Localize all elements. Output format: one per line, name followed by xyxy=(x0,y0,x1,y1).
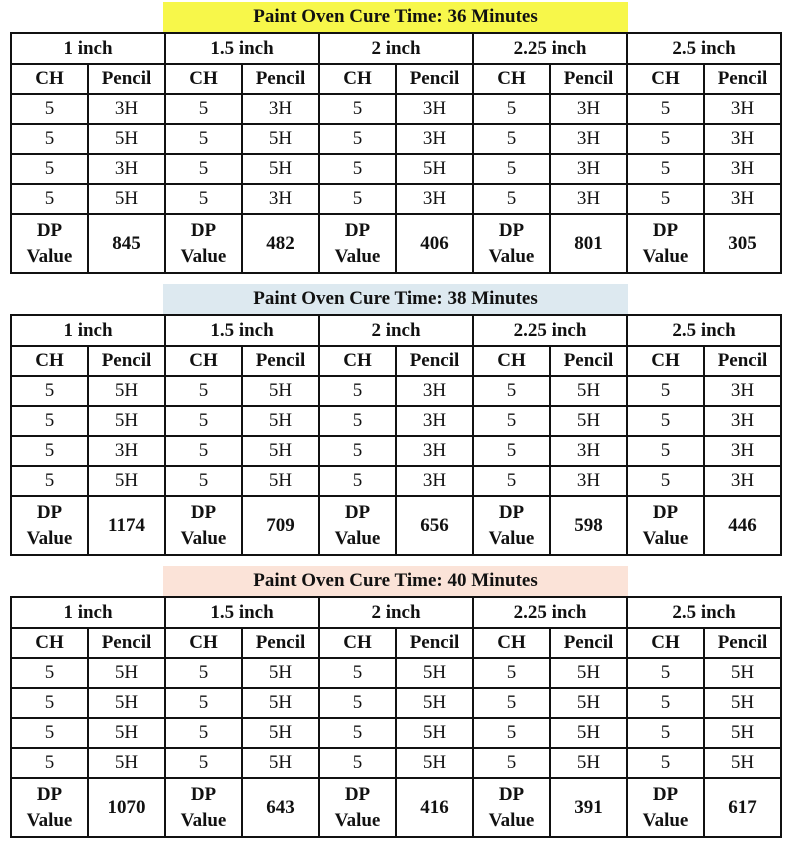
pencil-value: 5H xyxy=(242,154,319,184)
size-header-row xyxy=(11,315,781,346)
dp-label-line2: Value xyxy=(642,527,689,549)
pencil-value: 5H xyxy=(242,748,319,778)
dp-value: 446 xyxy=(704,496,781,555)
ch-value: 5 xyxy=(627,718,704,748)
pencil-value: 3H xyxy=(704,94,781,124)
ch-header: CH xyxy=(11,346,88,376)
pencil-value: 5H xyxy=(242,376,319,406)
pencil-value: 3H xyxy=(704,406,781,436)
ch-value: 5 xyxy=(11,718,88,748)
pencil-value: 5H xyxy=(88,406,165,436)
pencil-value: 5H xyxy=(242,658,319,688)
ch-value: 5 xyxy=(473,748,550,778)
size-header: 2.25 inch xyxy=(473,33,627,64)
ch-value: 5 xyxy=(11,436,88,466)
dp-label-line1: DP xyxy=(36,501,63,523)
ch-value: 5 xyxy=(627,688,704,718)
dp-label-line2: Value xyxy=(642,809,689,831)
ch-header: CH xyxy=(165,628,242,658)
pencil-value: 5H xyxy=(88,748,165,778)
ch-value: 5 xyxy=(11,688,88,718)
pencil-header: Pencil xyxy=(704,346,781,376)
ch-value: 5 xyxy=(11,466,88,496)
ch-header: CH xyxy=(627,64,704,94)
dp-label xyxy=(165,496,242,555)
size-header: 2.25 inch xyxy=(473,315,627,346)
table-row xyxy=(11,658,781,688)
hardness-table xyxy=(10,314,782,556)
ch-value: 5 xyxy=(627,94,704,124)
pencil-value: 5H xyxy=(550,376,627,406)
column-header-row xyxy=(11,64,781,94)
dp-label xyxy=(319,214,396,273)
ch-value: 5 xyxy=(319,718,396,748)
ch-value: 5 xyxy=(165,94,242,124)
dp-value: 406 xyxy=(396,214,473,273)
pencil-header: Pencil xyxy=(550,628,627,658)
table-row xyxy=(11,376,781,406)
pencil-header: Pencil xyxy=(396,346,473,376)
dp-label-line2: Value xyxy=(180,809,227,831)
pencil-value: 3H xyxy=(704,184,781,214)
size-header: 2.5 inch xyxy=(627,33,781,64)
pencil-value: 3H xyxy=(550,184,627,214)
ch-value: 5 xyxy=(165,436,242,466)
pencil-value: 5H xyxy=(396,154,473,184)
pencil-value: 3H xyxy=(550,466,627,496)
size-header-row xyxy=(11,33,781,64)
dp-label-line2: Value xyxy=(488,245,535,267)
ch-value: 5 xyxy=(319,748,396,778)
size-header: 1.5 inch xyxy=(165,315,319,346)
ch-value: 5 xyxy=(319,184,396,214)
dp-value: 482 xyxy=(242,214,319,273)
table-row xyxy=(11,124,781,154)
dp-value-row xyxy=(11,214,781,273)
pencil-header: Pencil xyxy=(88,628,165,658)
section-title-banner: Paint Oven Cure Time: 40 Minutes xyxy=(163,566,628,596)
ch-value: 5 xyxy=(627,466,704,496)
dp-value: 617 xyxy=(704,778,781,837)
dp-label xyxy=(473,214,550,273)
table-row xyxy=(11,436,781,466)
dp-label-line2: Value xyxy=(26,245,73,267)
pencil-value: 5H xyxy=(242,466,319,496)
ch-header: CH xyxy=(165,64,242,94)
size-header: 1 inch xyxy=(11,597,165,628)
pencil-value: 3H xyxy=(396,376,473,406)
pencil-header: Pencil xyxy=(550,64,627,94)
dp-label xyxy=(627,214,704,273)
pencil-value: 3H xyxy=(704,376,781,406)
dp-value: 416 xyxy=(396,778,473,837)
size-header: 2.5 inch xyxy=(627,597,781,628)
pencil-value: 5H xyxy=(396,658,473,688)
dp-label xyxy=(319,778,396,837)
dp-value: 598 xyxy=(550,496,627,555)
dp-label-line1: DP xyxy=(190,501,217,523)
dp-value: 709 xyxy=(242,496,319,555)
ch-value: 5 xyxy=(165,658,242,688)
ch-header: CH xyxy=(11,64,88,94)
pencil-header: Pencil xyxy=(704,628,781,658)
ch-value: 5 xyxy=(11,748,88,778)
ch-value: 5 xyxy=(165,184,242,214)
pencil-header: Pencil xyxy=(242,346,319,376)
pencil-value: 5H xyxy=(550,748,627,778)
dp-label-line2: Value xyxy=(488,527,535,549)
ch-value: 5 xyxy=(473,466,550,496)
dp-value-row xyxy=(11,496,781,555)
ch-value: 5 xyxy=(11,376,88,406)
ch-value: 5 xyxy=(11,94,88,124)
pencil-value: 5H xyxy=(704,658,781,688)
pencil-value: 5H xyxy=(242,718,319,748)
ch-value: 5 xyxy=(165,124,242,154)
dp-label-line1: DP xyxy=(652,501,679,523)
ch-value: 5 xyxy=(11,184,88,214)
ch-value: 5 xyxy=(319,658,396,688)
table-row xyxy=(11,406,781,436)
size-header: 2 inch xyxy=(319,597,473,628)
pencil-value: 5H xyxy=(704,718,781,748)
table-row xyxy=(11,688,781,718)
ch-value: 5 xyxy=(165,154,242,184)
ch-value: 5 xyxy=(11,124,88,154)
pencil-value: 3H xyxy=(704,436,781,466)
dp-label-line2: Value xyxy=(334,245,381,267)
ch-header: CH xyxy=(165,346,242,376)
ch-header: CH xyxy=(473,346,550,376)
pencil-value: 5H xyxy=(550,658,627,688)
ch-value: 5 xyxy=(473,154,550,184)
pencil-header: Pencil xyxy=(396,64,473,94)
pencil-header: Pencil xyxy=(550,346,627,376)
hardness-table xyxy=(10,596,782,838)
column-header-row xyxy=(11,628,781,658)
pencil-header: Pencil xyxy=(242,64,319,94)
dp-value: 1174 xyxy=(88,496,165,555)
ch-value: 5 xyxy=(165,376,242,406)
dp-label-line1: DP xyxy=(344,501,371,523)
pencil-value: 5H xyxy=(550,718,627,748)
ch-value: 5 xyxy=(165,718,242,748)
pencil-value: 3H xyxy=(550,124,627,154)
dp-label-line2: Value xyxy=(334,527,381,549)
size-header: 2.25 inch xyxy=(473,597,627,628)
size-header: 2 inch xyxy=(319,315,473,346)
size-header: 2.5 inch xyxy=(627,315,781,346)
cure-time-section-0 xyxy=(10,2,782,274)
dp-label xyxy=(627,496,704,555)
pencil-value: 3H xyxy=(704,466,781,496)
dp-value: 391 xyxy=(550,778,627,837)
ch-header: CH xyxy=(473,628,550,658)
ch-value: 5 xyxy=(627,748,704,778)
ch-header: CH xyxy=(11,628,88,658)
dp-label-line2: Value xyxy=(642,245,689,267)
pencil-value: 5H xyxy=(550,688,627,718)
table-row xyxy=(11,466,781,496)
dp-value: 643 xyxy=(242,778,319,837)
dp-label-line1: DP xyxy=(498,783,525,805)
ch-value: 5 xyxy=(11,658,88,688)
pencil-value: 5H xyxy=(242,688,319,718)
ch-header: CH xyxy=(473,64,550,94)
dp-label xyxy=(11,214,88,273)
cure-time-section-2 xyxy=(10,566,782,838)
dp-label-line2: Value xyxy=(26,809,73,831)
ch-value: 5 xyxy=(319,124,396,154)
pencil-value: 3H xyxy=(88,94,165,124)
dp-label-line1: DP xyxy=(498,501,525,523)
dp-label-line1: DP xyxy=(498,219,525,241)
pencil-value: 5H xyxy=(88,718,165,748)
ch-value: 5 xyxy=(627,124,704,154)
pencil-value: 3H xyxy=(550,436,627,466)
pencil-value: 5H xyxy=(396,748,473,778)
pencil-header: Pencil xyxy=(242,628,319,658)
pencil-value: 3H xyxy=(396,184,473,214)
dp-label-line1: DP xyxy=(190,783,217,805)
ch-value: 5 xyxy=(319,376,396,406)
pencil-value: 5H xyxy=(88,124,165,154)
pencil-value: 3H xyxy=(396,94,473,124)
dp-value: 801 xyxy=(550,214,627,273)
pencil-value: 3H xyxy=(550,94,627,124)
pencil-header: Pencil xyxy=(88,64,165,94)
pencil-value: 3H xyxy=(396,124,473,154)
ch-value: 5 xyxy=(473,184,550,214)
dp-label-line2: Value xyxy=(180,527,227,549)
table-row xyxy=(11,184,781,214)
dp-value: 305 xyxy=(704,214,781,273)
pencil-value: 5H xyxy=(88,184,165,214)
ch-value: 5 xyxy=(11,406,88,436)
pencil-value: 3H xyxy=(242,94,319,124)
dp-value-row xyxy=(11,778,781,837)
ch-value: 5 xyxy=(11,154,88,184)
dp-label-line1: DP xyxy=(190,219,217,241)
ch-value: 5 xyxy=(319,436,396,466)
pencil-value: 3H xyxy=(88,154,165,184)
ch-value: 5 xyxy=(627,154,704,184)
ch-value: 5 xyxy=(627,436,704,466)
ch-header: CH xyxy=(319,628,396,658)
ch-value: 5 xyxy=(319,406,396,436)
size-header: 1.5 inch xyxy=(165,33,319,64)
dp-label-line1: DP xyxy=(36,783,63,805)
ch-value: 5 xyxy=(627,376,704,406)
pencil-header: Pencil xyxy=(88,346,165,376)
size-header: 1 inch xyxy=(11,315,165,346)
table-row xyxy=(11,154,781,184)
dp-label xyxy=(165,778,242,837)
dp-label-line1: DP xyxy=(36,219,63,241)
dp-label xyxy=(627,778,704,837)
size-header: 2 inch xyxy=(319,33,473,64)
table-row xyxy=(11,748,781,778)
ch-value: 5 xyxy=(165,688,242,718)
ch-value: 5 xyxy=(473,718,550,748)
dp-label-line1: DP xyxy=(652,783,679,805)
pencil-value: 5H xyxy=(88,466,165,496)
pencil-value: 5H xyxy=(242,124,319,154)
ch-header: CH xyxy=(319,64,396,94)
pencil-value: 5H xyxy=(88,688,165,718)
ch-header: CH xyxy=(627,346,704,376)
pencil-value: 5H xyxy=(704,748,781,778)
size-header: 1 inch xyxy=(11,33,165,64)
ch-value: 5 xyxy=(319,154,396,184)
ch-value: 5 xyxy=(627,406,704,436)
ch-value: 5 xyxy=(473,376,550,406)
pencil-value: 3H xyxy=(242,184,319,214)
pencil-value: 3H xyxy=(550,154,627,184)
ch-value: 5 xyxy=(473,658,550,688)
column-header-row xyxy=(11,346,781,376)
ch-value: 5 xyxy=(473,406,550,436)
ch-value: 5 xyxy=(473,94,550,124)
hardness-table xyxy=(10,32,782,274)
ch-value: 5 xyxy=(473,124,550,154)
pencil-value: 5H xyxy=(396,718,473,748)
cure-time-section-1 xyxy=(10,284,782,556)
table-row xyxy=(11,718,781,748)
dp-label xyxy=(473,778,550,837)
dp-label-line1: DP xyxy=(344,783,371,805)
dp-label-line2: Value xyxy=(180,245,227,267)
dp-label-line1: DP xyxy=(344,219,371,241)
ch-value: 5 xyxy=(165,466,242,496)
pencil-value: 5H xyxy=(550,406,627,436)
ch-value: 5 xyxy=(473,688,550,718)
pencil-value: 5H xyxy=(242,436,319,466)
dp-label-line1: DP xyxy=(652,219,679,241)
dp-label xyxy=(473,496,550,555)
pencil-value: 5H xyxy=(242,406,319,436)
pencil-value: 3H xyxy=(88,436,165,466)
ch-value: 5 xyxy=(627,658,704,688)
ch-value: 5 xyxy=(319,466,396,496)
pencil-value: 3H xyxy=(396,466,473,496)
pencil-value: 5H xyxy=(704,688,781,718)
ch-value: 5 xyxy=(473,436,550,466)
dp-label xyxy=(319,496,396,555)
pencil-value: 5H xyxy=(88,658,165,688)
pencil-value: 3H xyxy=(704,124,781,154)
dp-label-line2: Value xyxy=(488,809,535,831)
dp-label-line2: Value xyxy=(334,809,381,831)
pencil-header: Pencil xyxy=(396,628,473,658)
dp-label-line2: Value xyxy=(26,527,73,549)
ch-header: CH xyxy=(319,346,396,376)
pencil-value: 3H xyxy=(396,436,473,466)
size-header-row xyxy=(11,597,781,628)
dp-label xyxy=(165,214,242,273)
pencil-value: 3H xyxy=(396,406,473,436)
ch-value: 5 xyxy=(165,748,242,778)
pencil-value: 3H xyxy=(704,154,781,184)
dp-value: 845 xyxy=(88,214,165,273)
ch-value: 5 xyxy=(165,406,242,436)
ch-value: 5 xyxy=(627,184,704,214)
dp-value: 1070 xyxy=(88,778,165,837)
dp-label xyxy=(11,778,88,837)
section-title-banner: Paint Oven Cure Time: 36 Minutes xyxy=(163,2,628,32)
dp-label xyxy=(11,496,88,555)
dp-value: 656 xyxy=(396,496,473,555)
pencil-value: 5H xyxy=(88,376,165,406)
ch-value: 5 xyxy=(319,688,396,718)
pencil-header: Pencil xyxy=(704,64,781,94)
pencil-value: 5H xyxy=(396,688,473,718)
table-row xyxy=(11,94,781,124)
section-title-banner: Paint Oven Cure Time: 38 Minutes xyxy=(163,284,628,314)
ch-value: 5 xyxy=(319,94,396,124)
size-header: 1.5 inch xyxy=(165,597,319,628)
ch-header: CH xyxy=(627,628,704,658)
